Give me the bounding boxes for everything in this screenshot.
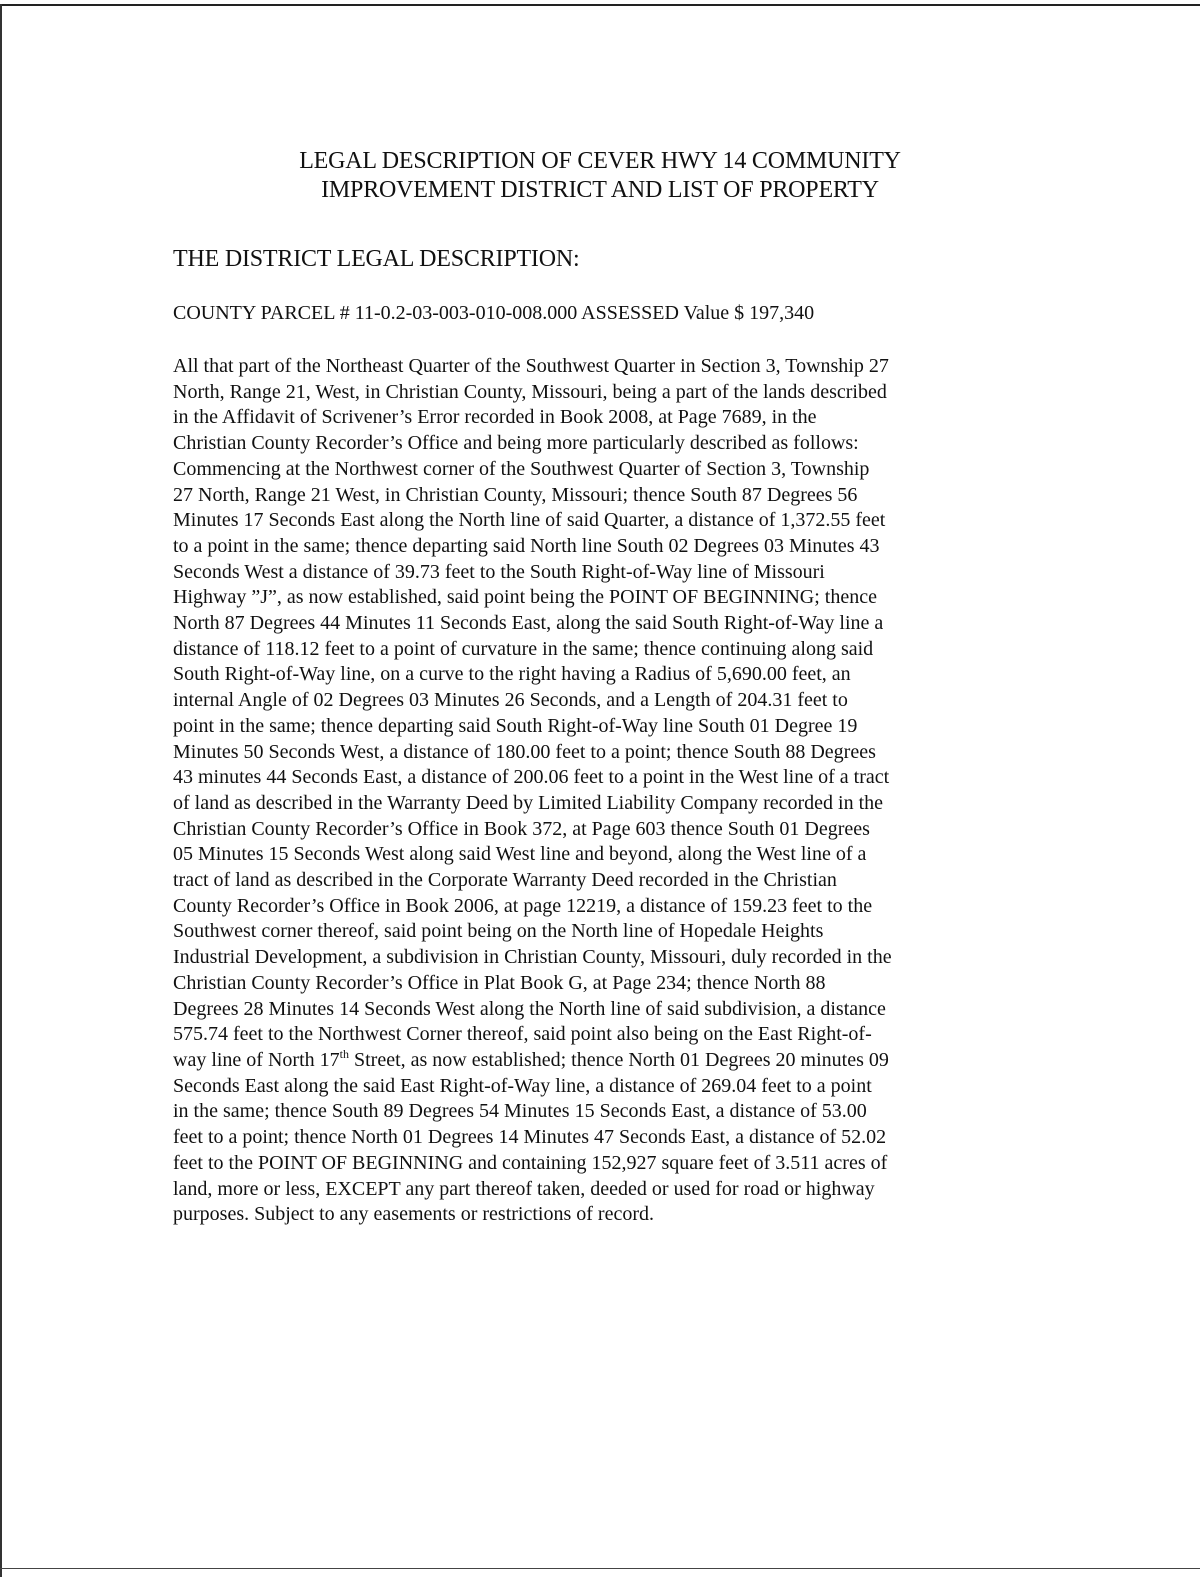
- document-title: [150, 147, 1050, 205]
- legal-line: Seconds West a distance of 39.73 feet to the South Right-of-Way line of Missouri: [173, 560, 825, 583]
- parcel-assessment-line: COUNTY PARCEL # 11-0.2-03-003-010-008.000 ASSESSED Value $ 197,340: [173, 302, 815, 324]
- legal-line: of land as described in the Warranty Deed by Limited Liability Company recorded in the: [173, 791, 884, 814]
- legal-line: North 87 Degrees 44 Minutes 11 Seconds East, along the said South Right-of-Way line a: [173, 612, 884, 635]
- legal-line: North, Range 21, West, in Christian County, Missouri, being a part of the lands described: [173, 380, 887, 403]
- legal-line: Commencing at the Northwest corner of the Southwest Quarter of Section 3, Township: [173, 457, 870, 480]
- ordinal-superscript: th: [339, 1046, 349, 1061]
- scan-left-edge: [0, 4, 2, 1577]
- legal-line: Christian County Recorder’s Office in Plat Book G, at Page 234; thence North 88: [173, 971, 826, 994]
- scan-bottom-edge: [0, 1568, 1200, 1569]
- legal-line: Southwest corner thereof, said point being on the North line of Hopedale Heights: [173, 920, 824, 943]
- legal-line: internal Angle of 02 Degrees 03 Minutes 26 Seconds, and a Length of 204.31 feet to: [173, 689, 848, 712]
- legal-description-body: [173, 354, 1043, 1228]
- street-text-after: Street, as now established; thence North 01 Degrees 20 minutes 09: [348, 1048, 889, 1071]
- scan-top-edge: [0, 4, 1200, 6]
- section-heading: THE DISTRICT LEGAL DESCRIPTION:: [173, 246, 580, 272]
- legal-line: purposes. Subject to any easements or restrictions of record.: [173, 1203, 654, 1226]
- legal-line: distance of 118.12 feet to a point of curvature in the same; thence continuing along said: [173, 637, 874, 660]
- street-text-before: way line of North 17: [173, 1048, 340, 1071]
- legal-line: point in the same; thence departing said South Right-of-Way line South 01 Degree 19: [173, 714, 858, 737]
- legal-line: 05 Minutes 15 Seconds West along said West line and beyond, along the West line of a: [173, 843, 867, 866]
- legal-line: tract of land as described in the Corporate Warranty Deed recorded in the Christian: [173, 869, 837, 892]
- legal-line: Seconds East along the said East Right-of-Way line, a distance of 269.04 feet to a point: [173, 1074, 872, 1097]
- legal-line: in the same; thence South 89 Degrees 54 Minutes 15 Seconds East, a distance of 53.00: [173, 1100, 867, 1123]
- legal-line-with-superscript: [173, 1048, 1043, 1074]
- legal-line: Minutes 50 Seconds West, a distance of 180.00 feet to a point; thence South 88 Degrees: [173, 740, 876, 763]
- legal-line: 27 North, Range 21 West, in Christian County, Missouri; thence South 87 Degrees 56: [173, 483, 858, 506]
- title-line-2: IMPROVEMENT DISTRICT AND LIST OF PROPERTY: [321, 177, 879, 203]
- legal-line: 43 minutes 44 Seconds East, a distance of 200.06 feet to a point in the West line of a tract: [173, 766, 890, 789]
- legal-line: Minutes 17 Seconds East along the North line of said Quarter, a distance of 1,372.55 feet: [173, 509, 886, 532]
- legal-line: Christian County Recorder’s Office and being more particularly described as follows:: [173, 432, 859, 455]
- legal-line: Industrial Development, a subdivision in Christian County, Missouri, duly recorded in the: [173, 946, 892, 969]
- legal-line: to a point in the same; thence departing said North line South 02 Degrees 03 Minutes 43: [173, 534, 880, 557]
- legal-line: feet to the POINT OF BEGINNING and containing 152,927 square feet of 3.511 acres of: [173, 1151, 888, 1174]
- legal-line: in the Affidavit of Scrivener’s Error recorded in Book 2008, at Page 7689, in the: [173, 406, 817, 429]
- legal-line: South Right-of-Way line, on a curve to the right having a Radius of 5,690.00 feet, an: [173, 663, 851, 686]
- legal-line: Degrees 28 Minutes 14 Seconds West along the North line of said subdivision, a distance: [173, 997, 886, 1020]
- legal-line: land, more or less, EXCEPT any part thereof taken, deeded or used for road or highway: [173, 1177, 875, 1200]
- title-line-1: LEGAL DESCRIPTION OF CEVER HWY 14 COMMUNITY: [299, 148, 901, 174]
- legal-line: All that part of the Northeast Quarter of the Southwest Quarter in Section 3, Township 27: [173, 355, 889, 377]
- legal-line: Christian County Recorder’s Office in Book 372, at Page 603 thence South 01 Degrees: [173, 817, 870, 840]
- legal-line: Highway ”J”, as now established, said point being the POINT OF BEGINNING; thence: [173, 586, 877, 609]
- legal-line: County Recorder’s Office in Book 2006, at page 12219, a distance of 159.23 feet to the: [173, 894, 873, 917]
- legal-line: 575.74 feet to the Northwest Corner thereof, said point also being on the East Right-of-: [173, 1023, 872, 1046]
- legal-line: feet to a point; thence North 01 Degrees 14 Minutes 47 Seconds East, a distance of 52.02: [173, 1126, 887, 1149]
